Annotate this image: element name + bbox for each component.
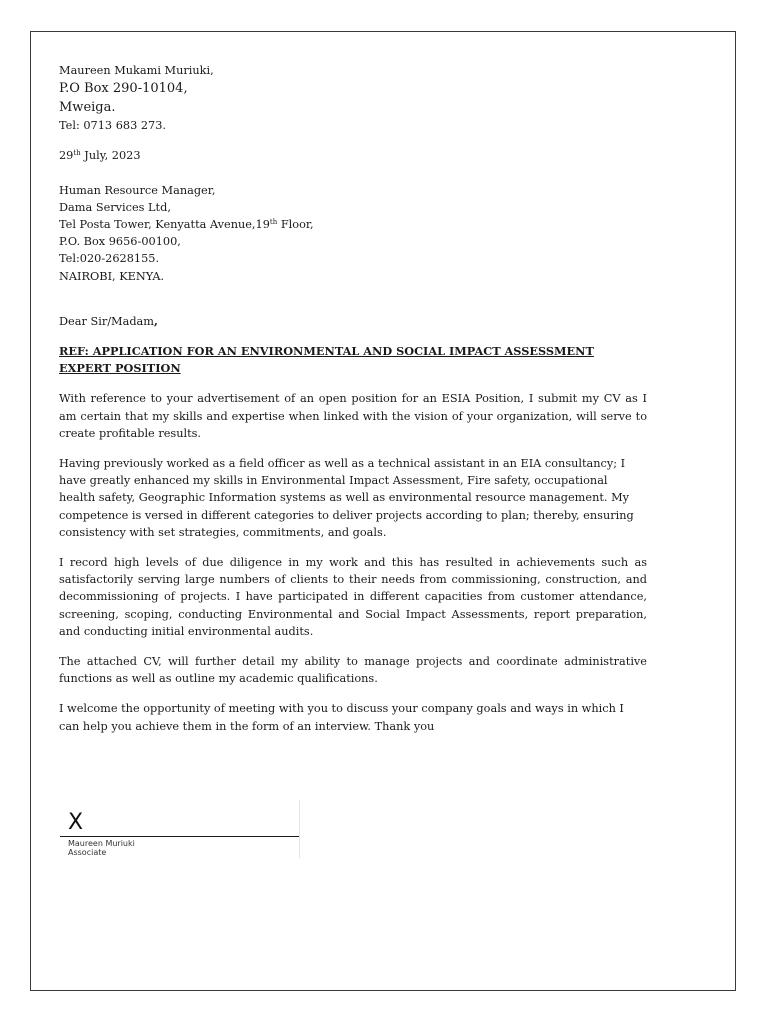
address-sup: th [269,218,278,227]
address-post: Floor, [277,218,314,232]
salutation-comma: , [154,313,158,328]
body-paragraph-3: I record high levels of due diligence in my work and this has resulted in achievements such as satisfactorily serving large numbers of clients to their needs from commissioning, construction, and decommissioning of projects. I have participated in different capacities from customer attendance, screening, scoping, conducting Environmental and Social Impact Assessments, report preparation, and conducting initial environmental audits. [59,556,647,638]
reference-heading: REF: APPLICATION FOR AN ENVIRONMENTAL AND SOCIAL IMPACT ASSESSMENT EXPERT POSITION [59,344,594,376]
body-paragraph-5: I welcome the opportunity of meeting with you to discuss your company goals and ways in which I can help you achieve them in the form of an interview. Thank you [59,702,624,733]
letter-content [59,62,647,735]
date-day: 29 [59,149,74,163]
letter-date [59,147,647,164]
sender-town: Mweiga. [59,100,116,116]
sender-name: Maureen Mukami Muriuki, [59,64,214,77]
signature-line [60,836,300,837]
body-paragraph-2: Having previously worked as a field officer as well as a technical assistant in an EIA consultancy; I have greatly enhanced my skills in Environmental Impact Assessment, Fire safety, occupational health safety, Geographic Information systems as well as environmental resource management. My competence is versed in different categories to deliver projects according to plan; thereby, ensuring consistency with set strategies, commitments, and goals. [59,457,634,539]
sender-tel: Tel: 0713 683 273. [59,119,167,133]
recipient-company: Dama Services Ltd, [59,200,171,214]
recipient-city: NAIROBI, KENYA. [59,269,165,283]
recipient-block [59,182,647,285]
signer-name: Maureen Muriuki [68,839,135,848]
date-rest: July, 2023 [80,149,141,163]
signer-role: Associate [68,848,107,857]
body-paragraph-1: With reference to your advertisement of an open position for an ESIA Position, I submit my CV as I am certain that my skills and expertise when linked with the vision of your organization, will serve to create profitable results. [59,392,647,440]
recipient-address [59,216,647,233]
date-suffix: th [73,149,81,158]
signature-block [60,810,300,870]
salutation-text: Dear Sir/Madam [59,314,155,328]
recipient-tel: Tel:020-2628155. [59,252,160,266]
recipient-box: P.O. Box 9656-00100, [59,235,181,249]
body-paragraph-4: The attached CV, will further detail my ability to manage projects and coordinate administrative functions as well as outline my academic qualifications. [59,655,647,686]
recipient-title: Human Resource Manager, [59,183,216,197]
sender-block [59,62,647,134]
sender-box: P.O Box 290-10104, [59,81,188,97]
signature-mark: X [68,810,84,835]
signature-divider [299,800,300,858]
address-pre: Tel Posta Tower, Kenyatta Avenue,19 [59,218,270,232]
salutation [59,313,647,330]
